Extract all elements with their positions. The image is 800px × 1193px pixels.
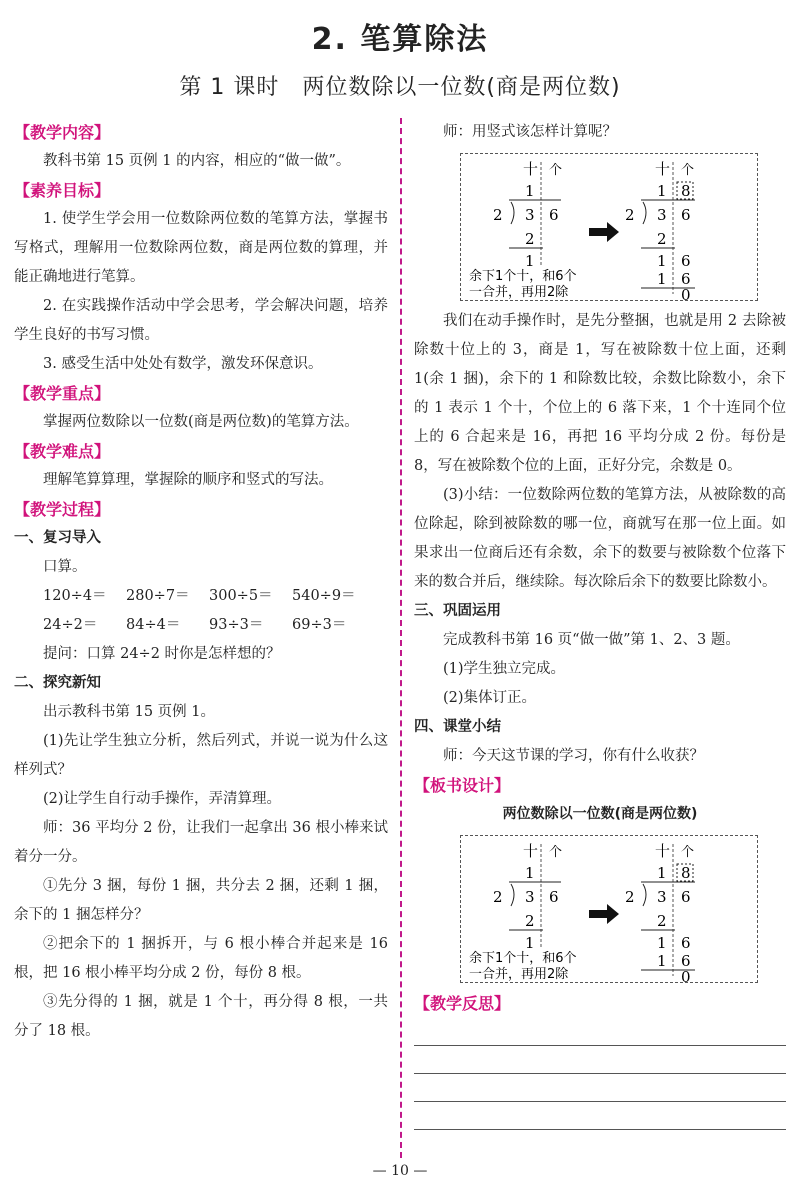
section-practice: 三、巩固运用 <box>414 603 501 619</box>
section-explore: 二、探究新知 <box>14 675 101 691</box>
circle-step-1: ①先分 3 捆，每份 1 捆，共分去 2 捆，还剩 1 捆，余下的 1 捆怎样分？ <box>14 878 388 923</box>
product-2-tens: 1 <box>657 952 667 970</box>
tens-label: 十 <box>523 160 539 178</box>
quotient-tens: 1 <box>525 864 535 882</box>
board-title: 两位数除以一位数(商是两位数) <box>502 806 698 822</box>
circle-step-2: ②把余下的 1 捆拆开，与 6 根小棒合并起来是 16 根，把 16 根小棒平均分成 2 份，每份 8 根。 <box>14 936 388 981</box>
heading-key: 【教学重点】 <box>14 384 111 403</box>
left-column <box>14 118 388 1046</box>
dividend-ones: 6 <box>549 206 559 224</box>
note-line-2: 一合并，再用2除 <box>469 967 569 982</box>
note-line-2: 一合并，再用2除 <box>469 285 569 300</box>
dividend-ones: 6 <box>681 888 691 906</box>
note-line-1: 余下1个十，和6个 <box>469 951 577 966</box>
oral-item: 120÷4＝ <box>43 588 107 604</box>
step-2: (2)让学生自行动手操作，弄清算理。 <box>43 791 282 807</box>
oral-item: 93÷3＝ <box>209 617 264 633</box>
arrow-icon <box>589 222 619 242</box>
partial-ones: 6 <box>681 252 691 270</box>
oral-row-1 <box>14 582 388 611</box>
section-summary: 四、课堂小结 <box>414 719 501 735</box>
oral-item: 84÷4＝ <box>126 617 181 633</box>
partial-ones: 6 <box>681 934 691 952</box>
heading-board: 【板书设计】 <box>414 776 511 795</box>
divisor: 2 <box>625 888 635 906</box>
final-remainder: 0 <box>681 968 691 982</box>
oral-item: 300÷5＝ <box>209 588 273 604</box>
right-column <box>414 118 786 1130</box>
goal-3: 3. 感受生活中处处有数学，激发环保意识。 <box>43 356 323 372</box>
partial-tens: 1 <box>657 252 667 270</box>
product-1: 2 <box>525 912 535 930</box>
dividend-tens: 3 <box>657 888 667 906</box>
oral-item: 540÷9＝ <box>292 588 356 604</box>
long-division-diagram <box>460 153 758 301</box>
exercise-2: (2)集体订正。 <box>443 690 537 706</box>
question-1: 提问：口算 24÷2 时你是怎样想的？ <box>43 646 281 662</box>
quotient-ones: 8 <box>681 182 691 200</box>
note-line-1: 余下1个十，和6个 <box>469 269 577 284</box>
goal-1: 1. 使学生学会用一位数除两位数的笔算方法，掌握书写格式，理解用一位数除两位数，商是两位数的算理，并能正确地进行笔算。 <box>14 211 388 285</box>
oral-label: 口算。 <box>43 559 87 575</box>
section-review: 一、复习导入 <box>14 530 101 546</box>
teacher-line-2: 师：用竖式该怎样计算呢？ <box>443 124 617 140</box>
arrow-icon <box>589 904 619 924</box>
writing-line <box>414 1018 786 1046</box>
summary: (3)小结：一位数除两位数的笔算方法，从被除数的高位除起，除到被除数的哪一位，商就写在那一位上面。如果求出一位商后还有余数，余下的数要与被除数个位落下来的数合并后，继续除。每次除后余下的数要比除数小。 <box>414 487 786 590</box>
ones-label: 个 <box>681 163 695 178</box>
tens-label: 十 <box>655 160 671 178</box>
teacher-line-1: 师：36 平均分 2 份，让我们一起拿出 36 根小棒来试着分一分。 <box>14 820 388 865</box>
writing-line <box>414 1102 786 1130</box>
oral-row-2 <box>14 611 388 640</box>
product-1: 2 <box>525 230 535 248</box>
step-1: (1)先让学生独立分析，然后列式，并说一说为什么这样列式？ <box>14 733 388 778</box>
divisor: 2 <box>493 206 503 224</box>
dividend-tens: 3 <box>657 206 667 224</box>
product-1: 2 <box>657 230 667 248</box>
tens-label: 十 <box>655 842 671 860</box>
dividend-ones: 6 <box>549 888 559 906</box>
remainder-1: 1 <box>525 252 535 270</box>
heading-difficulty: 【教学难点】 <box>14 442 111 461</box>
ones-label: 个 <box>549 845 563 860</box>
dividend-ones: 6 <box>681 206 691 224</box>
product-2-ones: 6 <box>681 952 691 970</box>
goal-2: 2. 在实践操作活动中学会思考，学会解决问题，培养学生良好的书写习惯。 <box>14 298 388 343</box>
dividend-tens: 3 <box>525 206 535 224</box>
lesson-subtitle: 第 1 课时 两位数除以一位数(商是两位数) <box>179 75 621 100</box>
remainder-1: 1 <box>525 934 535 952</box>
final-remainder: 0 <box>681 286 691 300</box>
ones-label: 个 <box>549 163 563 178</box>
key-text: 掌握两位数除以一位数(商是两位数)的笔算方法。 <box>43 414 359 430</box>
tens-label: 十 <box>523 842 539 860</box>
heading-reflection: 【教学反思】 <box>414 994 511 1013</box>
heading-process: 【教学过程】 <box>14 500 111 519</box>
exercise: 完成教科书第 16 页“做一做”第 1、2、3 题。 <box>443 632 740 648</box>
quotient-tens: 1 <box>525 182 535 200</box>
reflection-lines <box>414 1018 786 1130</box>
teacher-line-3: 师：今天这节课的学习，你有什么收获？ <box>443 748 704 764</box>
partial-tens: 1 <box>657 934 667 952</box>
board-division-diagram <box>460 835 758 983</box>
explanation: 我们在动手操作时，是先分整捆，也就是用 2 去除被除数十位上的 3，商是 1，写在被除数十位上面，还剩 1(余 1 捆)，余下的 1 和除数比较，余数比除数小，余下的 1 表示 1 个十，个位上的 6 落下来，1 个十连同个位上的 6 合起来是 16，再把 16 平均分成 2 份。每份是 8，写在被除数个位的上面，正好分完，余数是 0。 <box>414 313 786 474</box>
oral-item: 280÷7＝ <box>126 588 190 604</box>
content-text: 教科书第 15 页例 1 的内容，相应的“做一做”。 <box>43 153 351 169</box>
exercise-1: (1)学生独立完成。 <box>443 661 566 677</box>
oral-item: 69÷3＝ <box>292 617 347 633</box>
product-1: 2 <box>657 912 667 930</box>
dividend-tens: 3 <box>525 888 535 906</box>
page-title: 2. 笔算除法 <box>311 22 489 57</box>
heading-goals: 【素养目标】 <box>14 181 111 200</box>
heading-content: 【教学内容】 <box>14 123 111 142</box>
quotient-ones: 8 <box>681 864 691 882</box>
writing-line <box>414 1046 786 1074</box>
divisor: 2 <box>493 888 503 906</box>
product-2-tens: 1 <box>657 270 667 288</box>
oral-item: 24÷2＝ <box>43 617 98 633</box>
difficulty-text: 理解笔算算理，掌握除的顺序和竖式的写法。 <box>43 472 333 488</box>
quotient-tens: 1 <box>657 864 667 882</box>
ones-label: 个 <box>681 845 695 860</box>
column-divider <box>400 118 402 1158</box>
show-example: 出示教科书第 15 页例 1。 <box>43 704 216 720</box>
quotient-tens: 1 <box>657 182 667 200</box>
page-number: — 10 — <box>372 1163 428 1179</box>
divisor: 2 <box>625 206 635 224</box>
product-2-ones: 6 <box>681 270 691 288</box>
writing-line <box>414 1074 786 1102</box>
circle-step-3: ③先分得的 1 捆，就是 1 个十，再分得 8 根，一共分了 18 根。 <box>14 994 388 1039</box>
